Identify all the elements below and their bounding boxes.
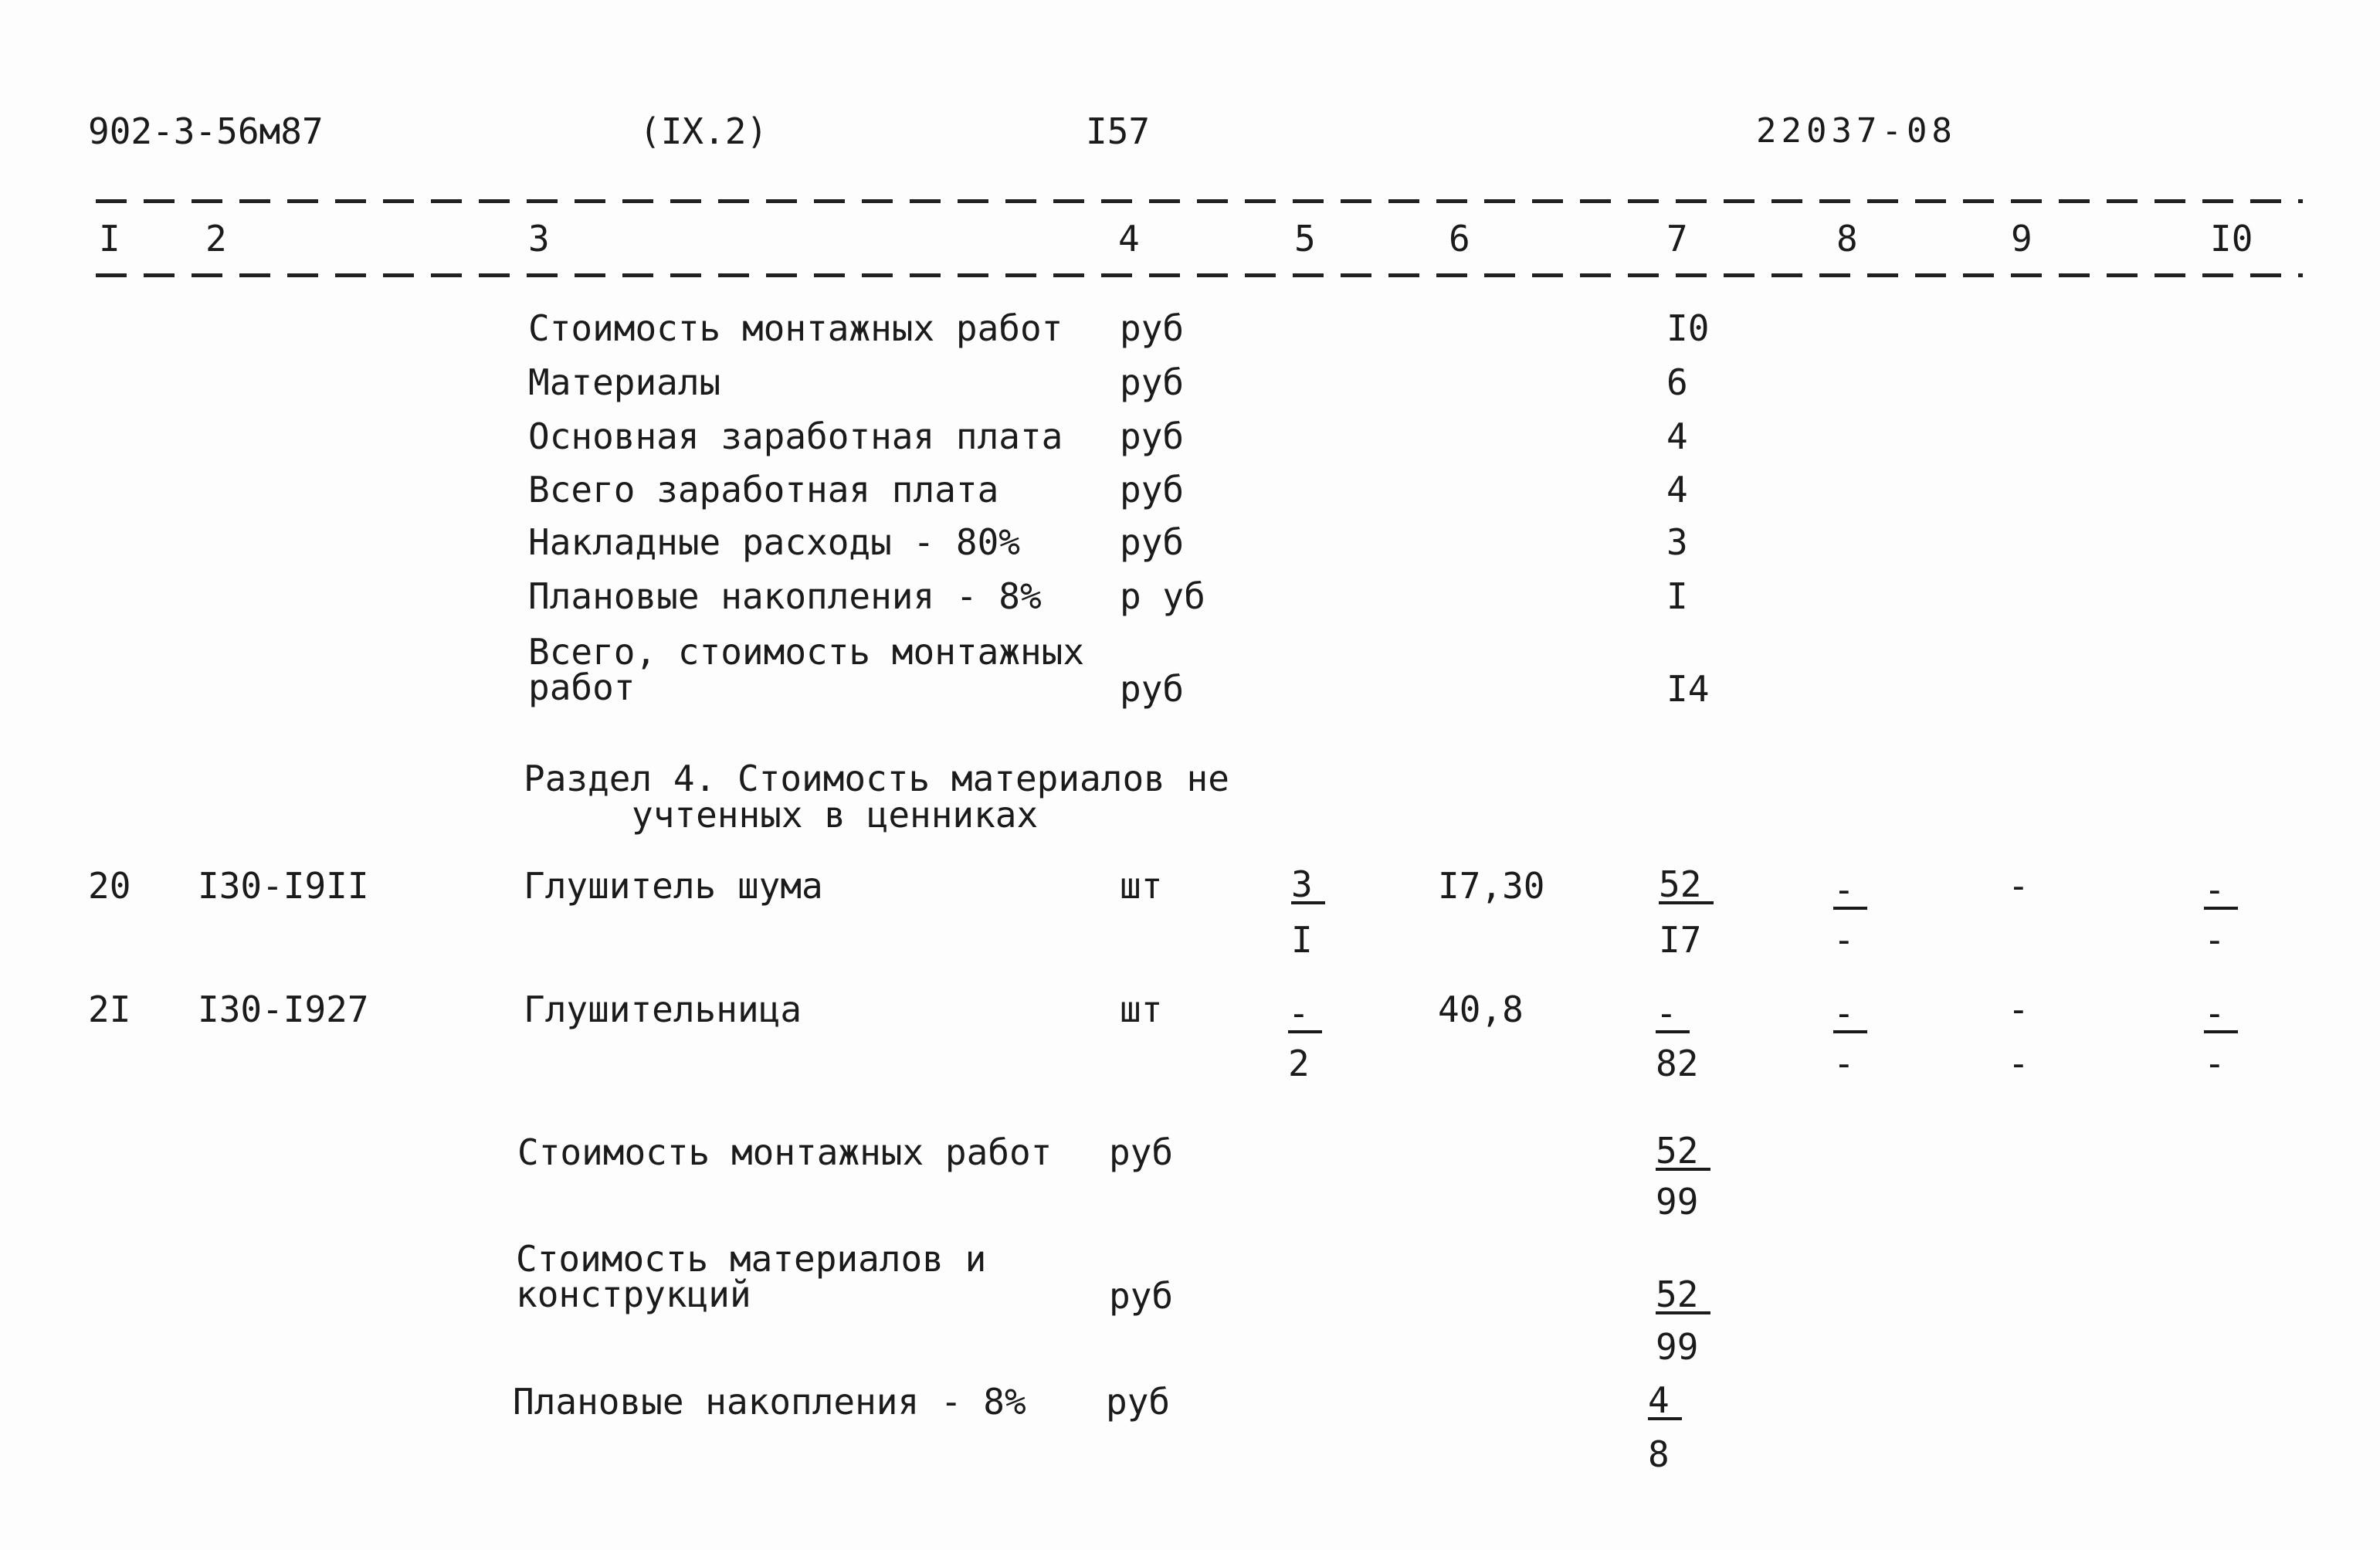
item-code: I30-I927: [198, 989, 369, 1030]
section-title: Раздел 4. Стоимость материалов не: [524, 758, 1229, 799]
summary-label: Накладные расходы - 80%: [528, 521, 1020, 563]
total-value-bottom: 99: [1656, 1181, 1699, 1223]
item-col8-top: -: [1833, 996, 1867, 1033]
summary-unit: руб: [1120, 307, 1185, 349]
total-value-top: 52: [1656, 1277, 1710, 1314]
item-quantity-top: -: [1288, 996, 1322, 1033]
item-total-top: 52: [1659, 867, 1714, 904]
total-label: Стоимость монтажных работ: [517, 1131, 1053, 1173]
summary-unit: руб: [1120, 668, 1185, 710]
item-total-top: -: [1656, 996, 1690, 1033]
column-header-3: 3: [528, 218, 550, 259]
summary-unit: р уб: [1120, 575, 1205, 617]
column-header-4: 4: [1118, 218, 1140, 259]
summary-label: Всего заработная плата: [528, 469, 999, 510]
item-code: I30-I9II: [198, 865, 369, 907]
summary-label-continued: работ: [528, 666, 636, 708]
column-header-1: I: [99, 218, 120, 259]
summary-label: Стоимость монтажных работ: [528, 307, 1063, 349]
total-value-bottom: 8: [1648, 1433, 1670, 1475]
summary-unit: руб: [1120, 521, 1185, 563]
item-name: Глушитель шума: [524, 865, 823, 907]
item-col10-top: -: [2204, 873, 2238, 910]
item-col8-bottom: -: [1833, 919, 1855, 961]
summary-unit: руб: [1120, 415, 1185, 457]
summary-value: I0: [1666, 307, 1710, 349]
item-col10-bottom: -: [2204, 1043, 2226, 1084]
section-title-continued: учтенных в ценниках: [632, 794, 1039, 836]
summary-value: 4: [1666, 415, 1688, 457]
summary-value: I: [1666, 575, 1688, 617]
item-total-bottom: 82: [1656, 1043, 1699, 1084]
item-quantity-top: 3: [1291, 867, 1325, 904]
item-quantity-bottom: 2: [1288, 1043, 1310, 1084]
item-total-bottom: I7: [1659, 919, 1702, 961]
item-col8-bottom: -: [1833, 1043, 1855, 1084]
item-col9-top: -: [2008, 989, 2029, 1030]
summary-value: 3: [1666, 521, 1688, 563]
item-col8-top: -: [1833, 873, 1867, 910]
summary-value: I4: [1666, 668, 1710, 710]
page-number: I57: [1086, 110, 1151, 152]
column-header-7: 7: [1666, 218, 1688, 259]
album-code: 22037-08: [1756, 111, 1957, 151]
total-unit: руб: [1109, 1275, 1174, 1317]
item-unit-price: I7,30: [1438, 865, 1545, 907]
sheet-reference: (IX.2): [639, 110, 768, 152]
summary-label: Всего, стоимость монтажных: [528, 631, 1085, 673]
column-header-5: 5: [1294, 218, 1316, 259]
total-label: Плановые накопления - 8%: [513, 1381, 1026, 1423]
total-value-top: 52: [1656, 1134, 1710, 1171]
summary-label: Материалы: [528, 361, 721, 403]
item-name: Глушительница: [524, 989, 802, 1030]
column-header-6: 6: [1449, 218, 1470, 259]
item-unit: шт: [1120, 865, 1163, 907]
column-header-2: 2: [205, 218, 227, 259]
header-divider-top: [96, 199, 2303, 203]
total-label: Стоимость материалов и: [516, 1238, 987, 1280]
total-value-bottom: 99: [1656, 1326, 1699, 1368]
total-label-continued: конструкций: [516, 1274, 751, 1315]
summary-value: 4: [1666, 469, 1688, 510]
summary-label: Основная заработная плата: [528, 415, 1063, 457]
item-col10-bottom: -: [2204, 919, 2226, 961]
summary-unit: руб: [1120, 361, 1185, 403]
total-unit: руб: [1109, 1131, 1174, 1173]
header-divider-bottom: [96, 273, 2303, 277]
column-header-8: 8: [1836, 218, 1858, 259]
item-quantity-bottom: I: [1291, 919, 1313, 961]
column-header-9: 9: [2011, 218, 2032, 259]
item-unit: шт: [1120, 989, 1163, 1030]
column-header-10: I0: [2210, 218, 2253, 259]
item-col9-bottom: -: [2008, 1043, 2029, 1084]
item-unit-price: 40,8: [1438, 989, 1524, 1030]
item-col10-top: -: [2204, 996, 2238, 1033]
total-value-top: 4: [1648, 1383, 1682, 1420]
total-unit: руб: [1106, 1381, 1171, 1423]
document-code: 902-3-56м87: [88, 110, 324, 152]
summary-value: 6: [1666, 361, 1688, 403]
summary-label: Плановые накопления - 8%: [528, 575, 1042, 617]
item-col9-top: -: [2008, 865, 2029, 907]
item-number: 2I: [88, 989, 131, 1030]
summary-unit: руб: [1120, 469, 1185, 510]
item-number: 20: [88, 865, 131, 907]
